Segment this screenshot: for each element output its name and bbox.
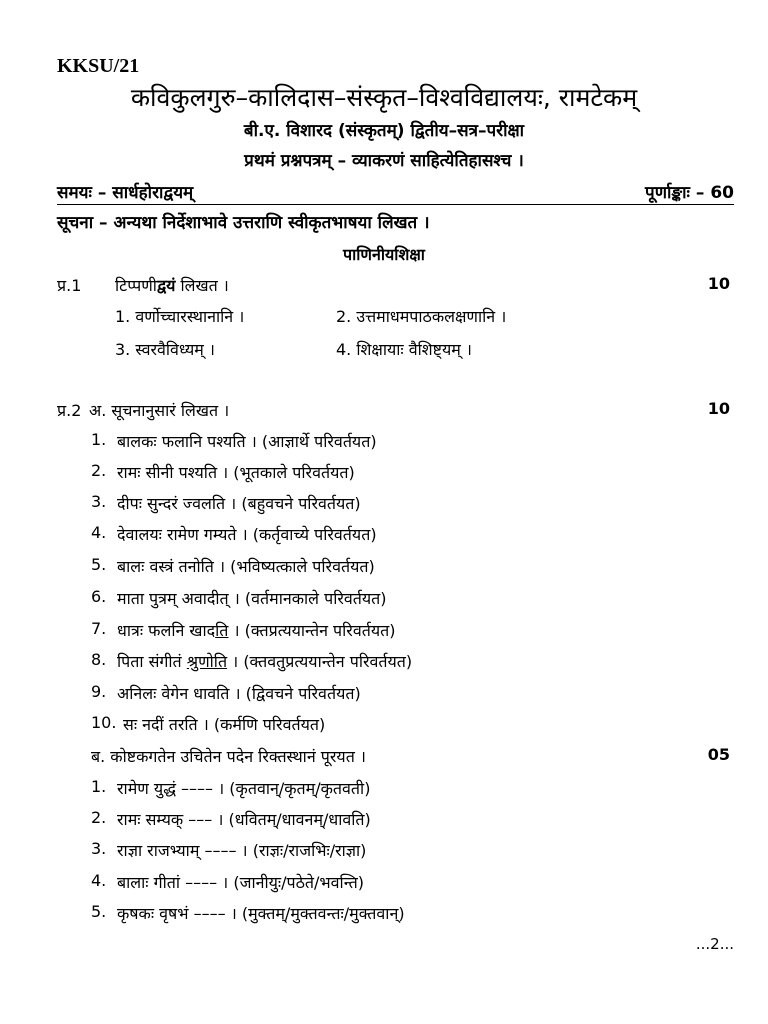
q2b-item-text: रामेण युद्धं –––– । (कृतवान्/कृतम्/कृतवती)	[117, 779, 371, 798]
q2b-item-number: 3.	[91, 839, 107, 858]
q2a-item-text-post: । (क्तप्रत्ययान्तेन परिवर्तयत)	[228, 621, 396, 640]
q2a-item-number: 1.	[91, 430, 107, 449]
q2b-item-text: कृषकः वृषभं –––– । (मुक्तम्/मुक्तवन्तः/मुक्तवान्)	[117, 904, 405, 923]
paper-code: KKSU/21	[57, 55, 140, 77]
q2b-item-number: 5.	[91, 902, 107, 921]
q1-number: प्र.1	[57, 276, 82, 295]
q2a-item-number: 3.	[91, 492, 107, 511]
q2a-item-underlined: श्रुणोति	[186, 652, 228, 671]
q2a-item-number: 7.	[91, 619, 107, 638]
q1-title-pre: टिप्पणी	[115, 276, 157, 295]
q2a-item-text: दीपः सुन्दरं ज्वलति । (बहुवचने परिवर्तयत)	[117, 494, 361, 513]
q2a-item-number: 2.	[91, 461, 107, 480]
q2b-item-number: 1.	[91, 777, 107, 796]
q1-marks: 10	[707, 274, 730, 293]
q2a-item-text: बालकः फलानि पश्यति । (आज्ञार्थे परिवर्तयत)	[117, 432, 377, 451]
q2a-item-text: सः नदीं तरति । (कर्मणि परिवर्तयत)	[123, 715, 326, 734]
paper-title: प्रथमं प्रश्नपत्रम् – व्याकरणं साहित्येतिहासश्च ।	[244, 151, 524, 171]
q2a-item-number: 4.	[91, 523, 107, 542]
q2a-item-text-post: । (क्तवतुप्रत्ययान्तेन परिवर्तयत)	[227, 652, 413, 671]
time-marks-line	[57, 178, 734, 205]
q1-option: 2. उत्तमाधमपाठकलक्षणानि ।	[336, 307, 507, 326]
q2a-item-number: 10.	[91, 713, 117, 732]
q2a-item-number: 6.	[91, 587, 107, 606]
q2a-item-text: अनिलः वेगेन धावति । (द्विवचने परिवर्तयत)	[117, 684, 361, 703]
exam-title: बी.ए. विशारद (संस्कृतम्) द्वितीय–सत्र–परीक्षा	[243, 121, 525, 141]
q1-title	[115, 274, 229, 296]
q1-option: 1. वर्णोच्चारस्थानानि ।	[115, 307, 245, 326]
q2b-item-text: राज्ञा राजभ्याम् –––– । (राज्ञः/राजभिः/राज्ञा)	[117, 841, 367, 860]
section-title: पाणिनीयशिक्षा	[343, 245, 425, 264]
q2-number: प्र.2	[57, 401, 82, 420]
q2a-marks: 10	[707, 399, 730, 418]
q2a-item-text	[117, 619, 396, 641]
q2a-item-number: 9.	[91, 682, 107, 701]
q2b-item-text: बालाः गीतां –––– । (जानीयुः/पठेते/भवन्ति)	[117, 873, 364, 892]
q2a-item-text-pre: पिता संगीतं	[117, 652, 187, 671]
page-continuation-note: ...2...	[695, 935, 734, 953]
q2a-item-text: माता पुत्रम् अवादीत् । (वर्तमानकाले परिवर्तयत)	[117, 589, 387, 608]
q1-option: 4. शिक्षायाः वैशिष्ट्यम् ।	[336, 340, 472, 359]
q2a-item-text	[117, 650, 412, 672]
q1-title-post: लिखत ।	[175, 276, 229, 295]
q2a-item-underlined: ति	[215, 621, 229, 640]
q2a-item-number: 8.	[91, 650, 107, 669]
q1-option: 3. स्वरवैविध्यम् ।	[115, 340, 215, 359]
q2a-item-text: रामः सीनी पश्यति । (भूतकाले परिवर्तयत)	[117, 463, 355, 482]
q2a-item-text: देवालयः रामेण गम्यते । (कर्तृवाच्ये परिवर्तयत)	[117, 525, 377, 544]
q1-title-bold: द्वयं	[156, 276, 176, 295]
instruction: सूचना – अन्यथा निर्देशाभावे उत्तराणि स्वीकृतभाषया लिखत ।	[57, 213, 430, 233]
q2a-item-number: 5.	[91, 555, 107, 574]
q2b-item-text: रामः सम्यक् ––– । (धवितम्/धावनम्/धावति)	[117, 810, 371, 829]
full-marks: पूर्णाङ्काः – 60	[645, 183, 734, 203]
q2b-item-number: 4.	[91, 871, 107, 890]
q2b-item-number: 2.	[91, 808, 107, 827]
time-allowed: समयः – सार्धहोराद्वयम्	[57, 183, 194, 203]
q2a-item-text-pre: धात्रः फलनि खाद	[117, 621, 216, 640]
q2b-marks: 05	[707, 745, 730, 764]
q2b-title: ब. कोष्टकगतेन उचितेन पदेन रिक्तस्थानं पूरयत ।	[91, 747, 366, 766]
q2a-item-text: बालः वस्त्रं तनोति । (भविष्यत्काले परिवर्तयत)	[117, 557, 375, 576]
university-title: कविकुलगुरु–कालिदास–संस्कृत–विश्वविद्यालयः, रामटेकम्	[130, 83, 638, 112]
q2a-title: अ. सूचनानुसारं लिखत ।	[89, 401, 230, 420]
